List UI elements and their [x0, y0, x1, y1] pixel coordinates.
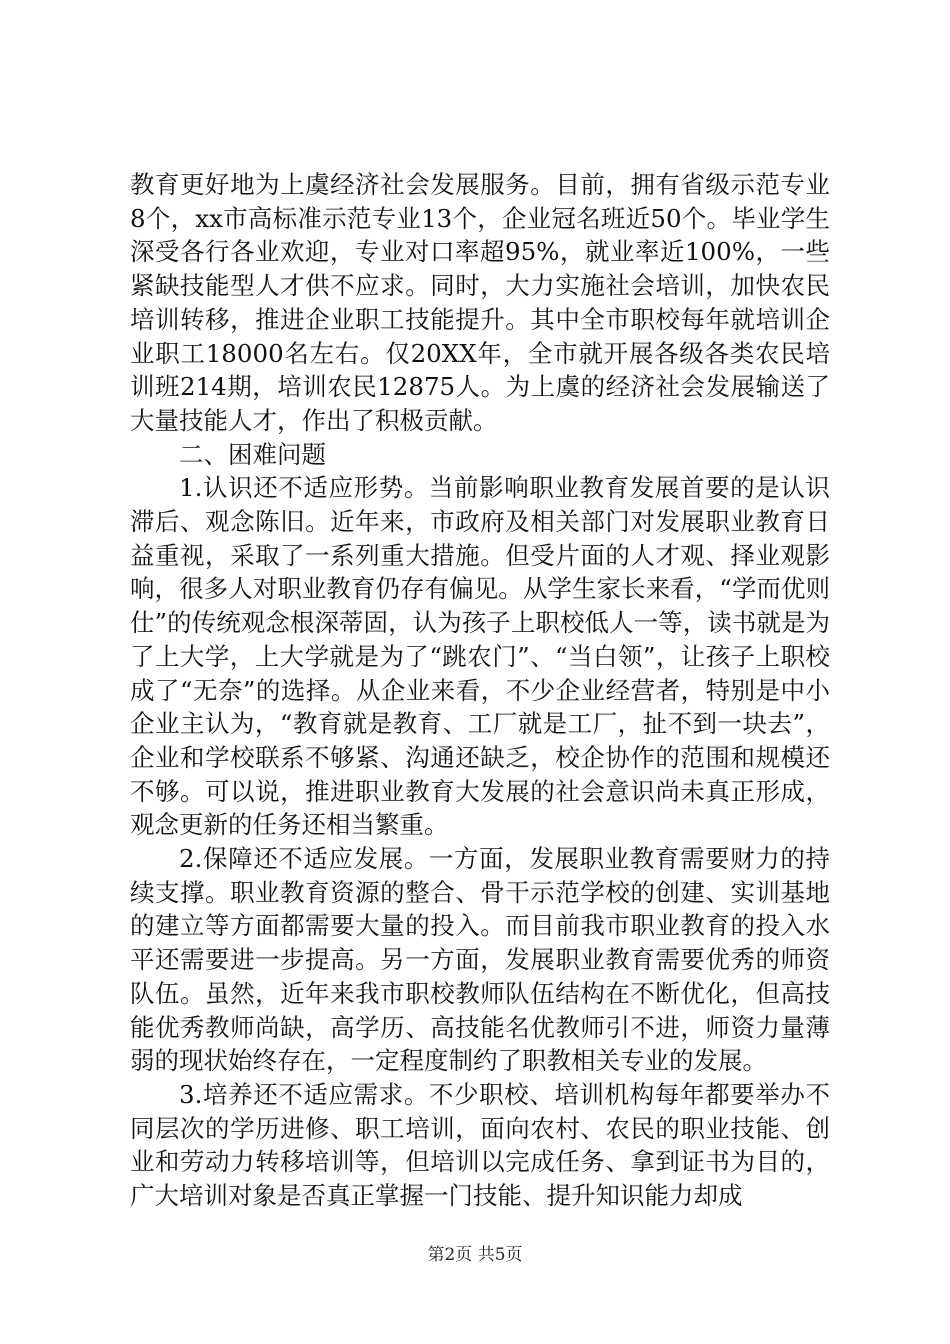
paragraph-point-1: 1.认识还不适应形势。当前影响职业教育发展首要的是认识滞后、观念陈旧。近年来，市政府及相关部门对发展职业教育日益重视，采取了一系列重大措施。但受片面的人才观、择业观影响，很多人对职业教育仍存有偏见。从学生家长来看，“学而优则仕”的传统观念根深蒂固，认为孩子上职校低人一等，读书就是为了上大学，上大学就是为了“跳农门”、“当白领”，让孩子上职校成了“无奈”的选择。从企业来看，不少企业经营者，特别是中小企业主认为，“教育就是教育、工厂就是工厂，扯不到一块去”，企业和学校联系不够紧、沟通还缺乏，校企协作的范围和规模还不够。可以说，推进职业教育大发展的社会意识尚未真正形成，观念更新的任务还相当繁重。: [130, 473, 830, 840]
page-number-footer: 第2页 共5页: [427, 1245, 523, 1265]
section-heading-difficulties: 二、困难问题: [179, 439, 326, 469]
document-body: [130, 168, 830, 1213]
paragraph-point-3: 3.培养还不适应需求。不少职校、培训机构每年都要举办不同层次的学历进修、职工培训，面向农村、农民的职业技能、创业和劳动力转移培训等，但培训以完成任务、拿到证书为目的，广大培训对象是否真正掌握一门技能、提升知识能力却成: [130, 1079, 830, 1211]
paragraph-intro-continued: 教育更好地为上虞经济社会发展服务。目前，拥有省级示范专业8个，xx市高标准示范专业13个，企业冠名班近50个。毕业学生深受各行各业欢迎，专业对口率超95%，就业率近100%，一些紧缺技能型人才供不应求。同时，大力实施社会培训，加快农民培训转移，推进企业职工技能提升。其中全市职校每年就培训企业职工18000名左右。仅20XX年，全市就开展各级各类农民培训班214期，培训农民12875人。为上虞的经济社会发展输送了大量技能人才，作出了积极贡献。: [130, 170, 830, 435]
paragraph-point-2: 2.保障还不适应发展。一方面，发展职业教育需要财力的持续支撑。职业教育资源的整合、骨干示范学校的创建、实训基地的建立等方面都需要大量的投入。而目前我市职业教育的投入水平还需要进一步提高。另一方面，发展职业教育需要优秀的师资队伍。虽然，近年来我市职校教师队伍结构在不断优化，但高技能优秀教师尚缺，高学历、高技能名优教师引不进，师资力量薄弱的现状始终存在，一定程度制约了职教相关专业的发展。: [130, 844, 830, 1076]
